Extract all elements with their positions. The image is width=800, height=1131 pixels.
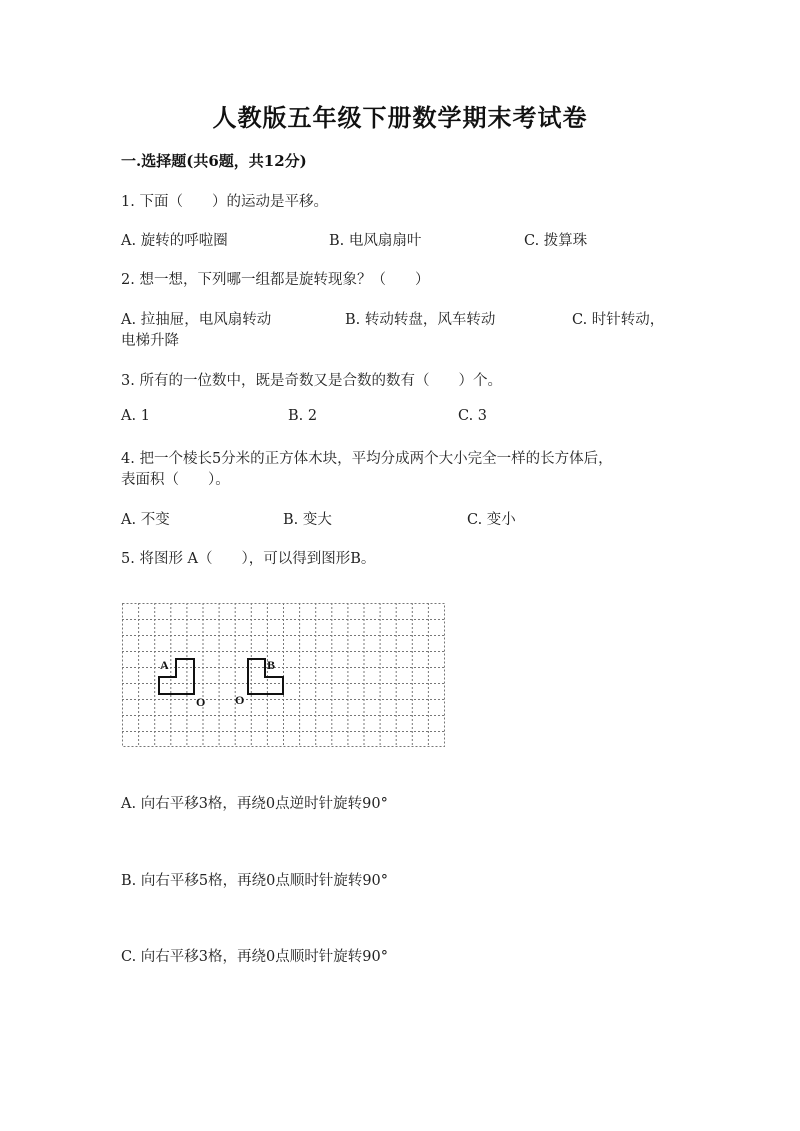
page-title: 人教版五年级下册数学期末考试卷 (212, 103, 588, 132)
question-4-stem: 4. 把一个棱长5分米的正方体木块，平均分成两个大小完全一样的长方体后， (121, 451, 613, 467)
question-2-option-c-continued: 电梯升降 (121, 333, 179, 349)
question-2-option-a: A. 拉抽屉，电风扇转动 (121, 312, 272, 328)
question-4-stem-continued: 表面积（ ）。 (121, 472, 230, 488)
question-3-option-a: A. 1 (121, 408, 150, 424)
dashed-grid (122, 603, 445, 747)
question-1-stem: 1. 下面（ ）的运动是平移。 (121, 194, 328, 210)
label-a: A (160, 658, 169, 672)
question-2-stem: 2. 想一想，下列哪一组都是旋转现象？（ ） (121, 272, 430, 288)
question-1-option-a: A. 旋转的呼啦圈 (121, 233, 228, 249)
question-4-option-a: A. 不变 (121, 512, 170, 528)
grid-diagram (122, 603, 445, 747)
question-3-option-c: C. 3 (458, 408, 488, 424)
question-3-option-b: B. 2 (288, 408, 318, 424)
label-o-left: O (196, 695, 206, 709)
question-5-option-c: C. 向右平移3格，再绕0点顺时针旋转90° (121, 949, 388, 965)
label-b: B (267, 658, 276, 672)
label-o-right: O (235, 693, 245, 707)
shape-b (248, 659, 283, 694)
question-1-option-c: C. 拨算珠 (524, 233, 588, 249)
question-2-option-b: B. 转动转盘，风车转动 (345, 312, 496, 328)
question-5-option-a: A. 向右平移3格，再绕0点逆时针旋转90° (121, 796, 388, 812)
question-2-option-c: C. 时针转动， (572, 312, 665, 328)
question-3-stem: 3. 所有的一位数中，既是奇数又是合数的数有（ ）个。 (121, 373, 502, 389)
transformation-figure (122, 603, 445, 747)
question-1-option-b: B. 电风扇扇叶 (329, 233, 422, 249)
question-5-stem: 5. 将图形 A（ ），可以得到图形B。 (121, 551, 376, 567)
question-5-option-b: B. 向右平移5格，再绕0点顺时针旋转90° (121, 873, 389, 889)
question-4-option-c: C. 变小 (467, 512, 516, 528)
section-heading: 一.选择题(共6题，共12分) (121, 152, 307, 170)
question-4-option-b: B. 变大 (283, 512, 332, 528)
